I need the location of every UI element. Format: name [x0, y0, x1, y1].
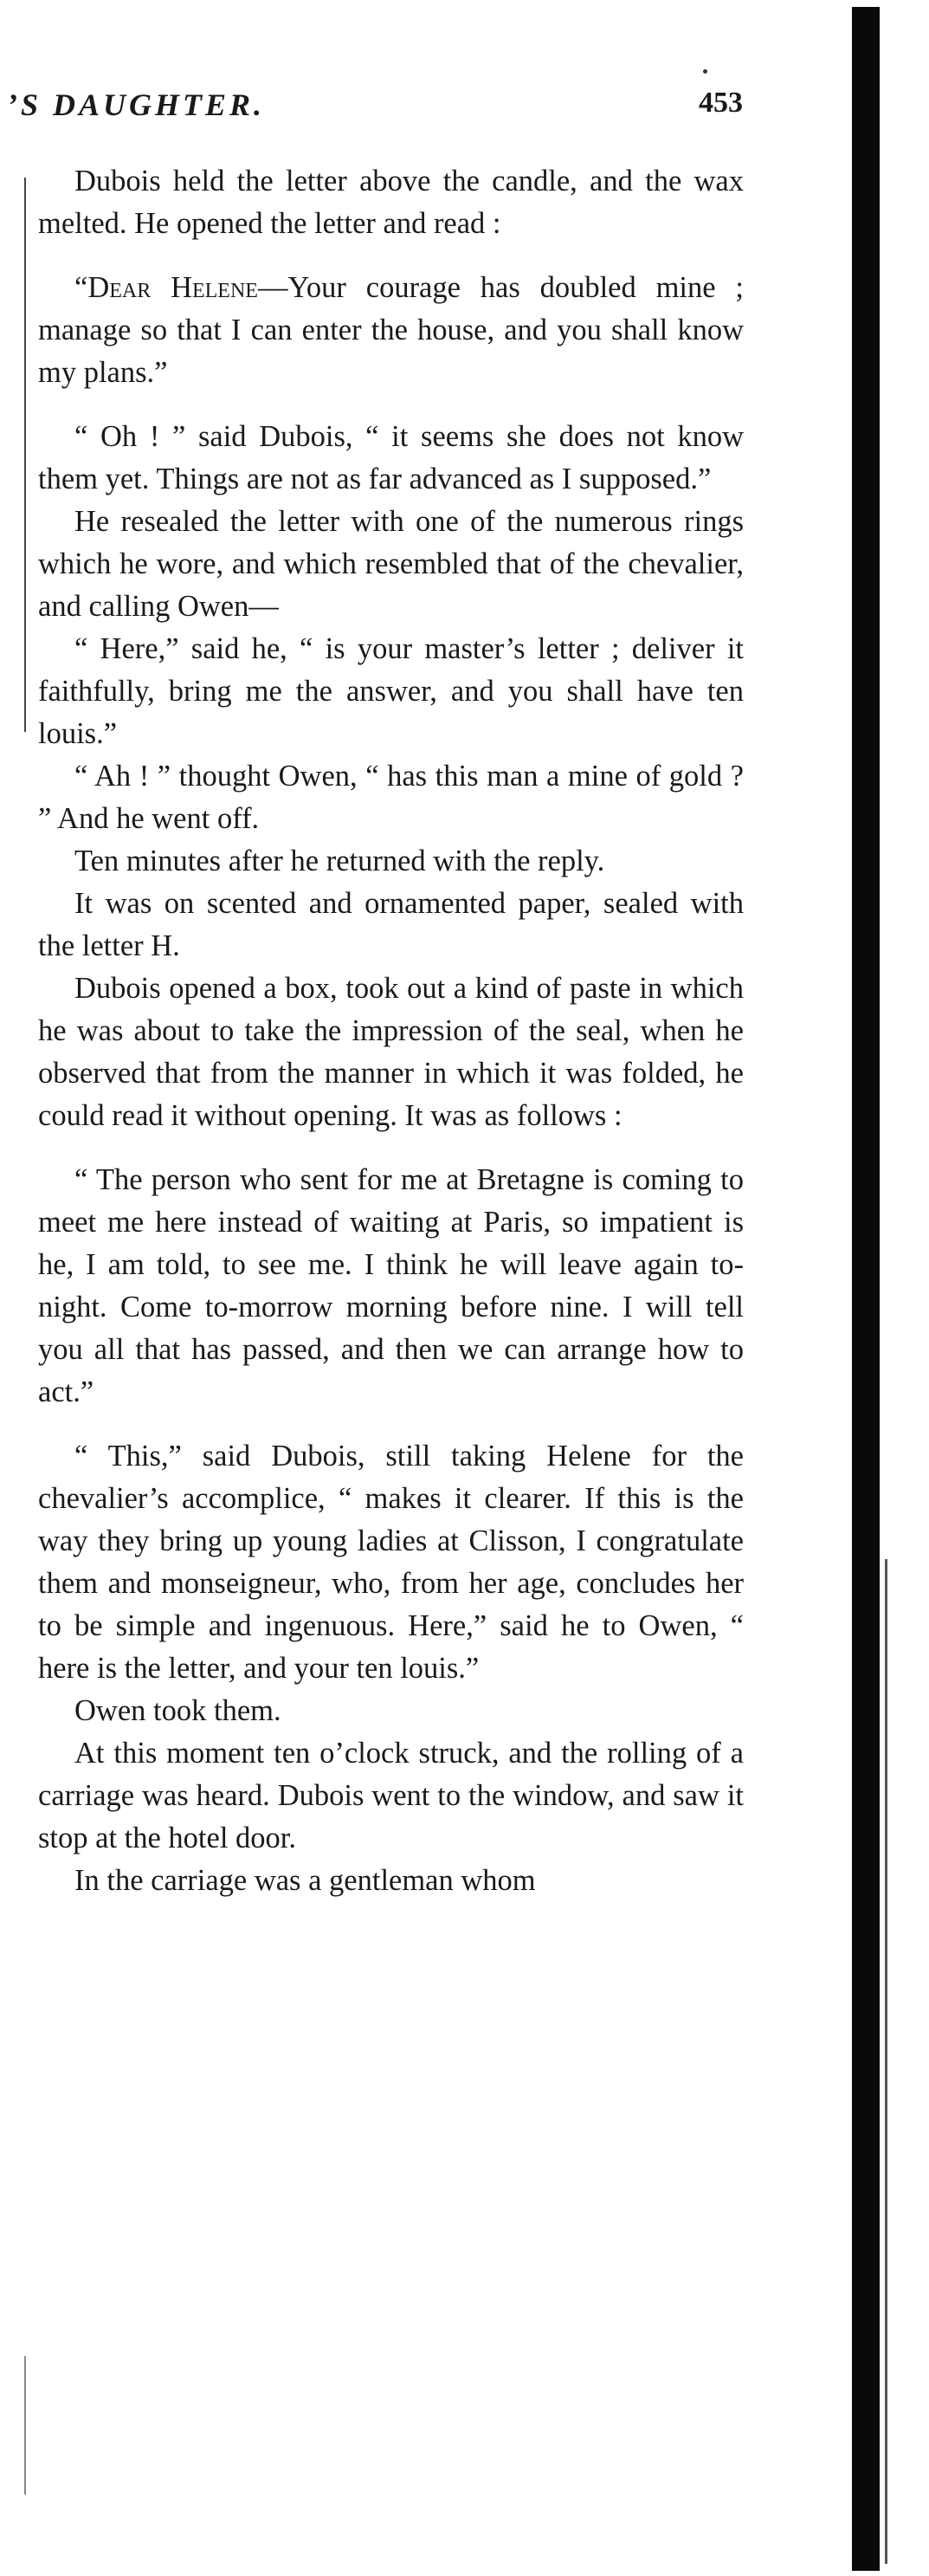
ink-dot [703, 69, 707, 74]
paragraph: “ Here,” said he, “ is your master’s letter ; deliver it faithfully, bring me the answer, and you shall have ten louis.” [38, 632, 744, 750]
running-title: ’S DAUGHTER. [7, 87, 266, 122]
gutter-line-lower [24, 2356, 26, 2495]
paragraph: In the carriage was a gentleman whom [74, 1864, 536, 1897]
paragraph: He resealed the letter with one of the numerous rings which he wore, and which resembled that of the chevalier, and calling Owen— [38, 505, 744, 623]
paragraph: It was on scented and ornamented paper, sealed with the letter H. [38, 887, 744, 962]
gutter-line [24, 178, 26, 732]
body-text [38, 160, 744, 1902]
page-edge-shadow [852, 7, 880, 2571]
running-head [7, 87, 743, 130]
paragraph: Ten minutes after he returned with the reply. [74, 845, 605, 877]
quoted-letter-paragraph [38, 267, 744, 394]
paragraph: “ This,” said Dubois, still taking Helene for the chevalier’s accomplice, “ makes it clearer. If this is the way they bring up young ladies at Clisson, I congratulate them and monseigneur, who, from her age, concludes her to be simple and ingenuous. Here,” said he to Owen, “ here is the letter, and your ten louis.” [38, 1440, 744, 1685]
paragraph: Owen took them. [74, 1694, 281, 1727]
quoted-letter-paragraph: “ The person who sent for me at Bretagne is coming to meet me here instead of waiting at Paris, so impatient is he, I am told, to see me. I think he will leave again to-night. Come to-morrow morning before nine. I will tell you all that has passed, and then we can arrange how to act.” [38, 1163, 744, 1408]
paragraph: “ Ah ! ” thought Owen, “ has this man a mine of gold ? ” And he went off. [38, 760, 744, 835]
paragraph: Dubois held the letter above the candle, and the wax melted. He opened the letter and read : [38, 165, 744, 240]
page-number: 453 [699, 87, 743, 119]
page-edge-line [885, 1559, 887, 2564]
letter-salutation: “Dear Helene [74, 271, 258, 304]
letter-body: —Your courage has doubled mine ; manage so that I can enter the house, and you shall know my plans.” [38, 271, 744, 389]
paragraph: At this moment ten o’clock struck, and the rolling of a carriage was heard. Dubois went to the window, and saw it stop at the hotel door. [38, 1737, 744, 1854]
paragraph: Dubois opened a box, took out a kind of paste in which he was about to take the impression of the seal, when he observed that from the manner in which it was folded, he could read it without opening. It was as follows : [38, 972, 744, 1132]
paragraph: “ Oh ! ” said Dubois, “ it seems she does not know them yet. Things are not as far advanced as I supposed.” [38, 420, 744, 495]
